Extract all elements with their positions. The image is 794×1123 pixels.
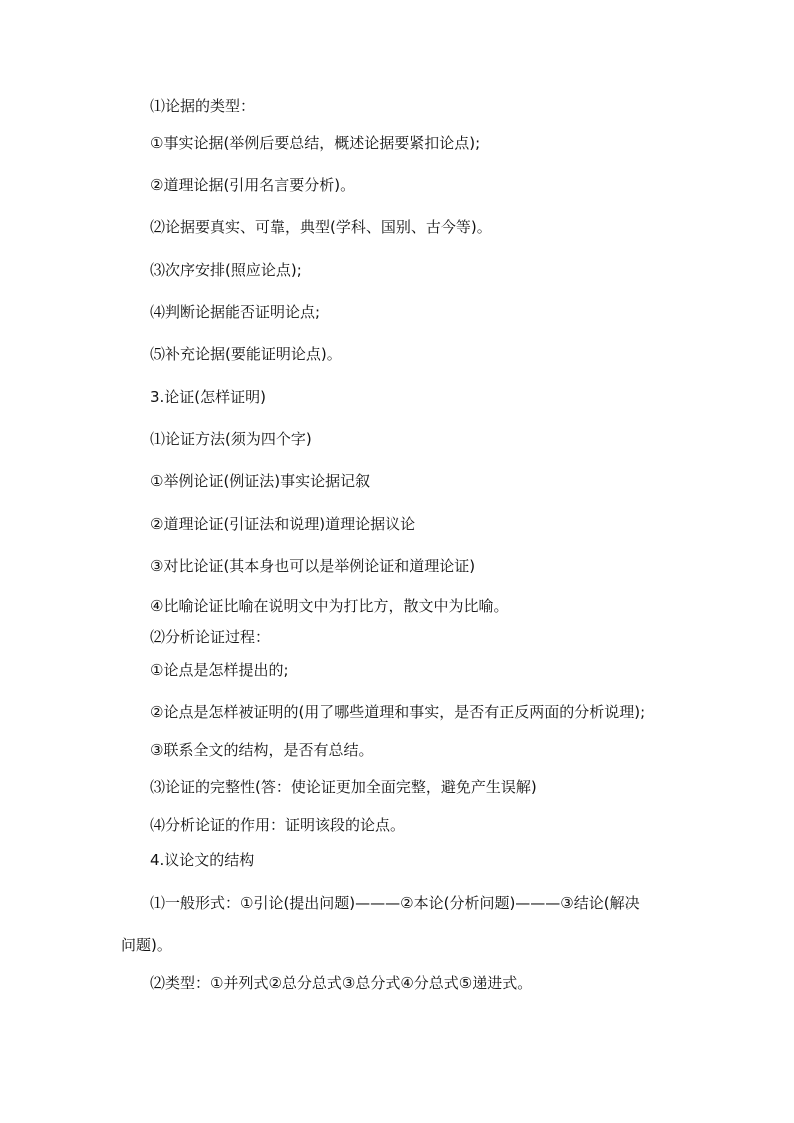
- text-line: ⑵分析论证过程：: [150, 628, 271, 646]
- text-line: ⑸补充论据(要能证明论点)。: [150, 345, 342, 363]
- text-line: ⑷判断论据能否证明论点;: [150, 303, 321, 321]
- text-line-continuation: 问题)。: [121, 936, 172, 954]
- text-line: ①举例论证(例证法)事实论据记叙: [150, 472, 371, 490]
- text-line: ⑷分析论证的作用：证明该段的论点。: [150, 816, 406, 834]
- text-line: ⑵类型：①并列式②总分总式③总分式④分总式⑤递进式。: [150, 974, 533, 992]
- text-line: ②道理论证(引证法和说理)道理论据议论: [150, 515, 416, 533]
- text-line: ⑵论据要真实、可靠，典型(学科、国别、古今等)。: [150, 218, 492, 236]
- text-line: ⑶次序安排(照应论点);: [150, 261, 302, 279]
- text-line: ⑴一般形式：①引论(提出问题)———②本论(分析问题)———③结论(解决: [150, 894, 640, 912]
- text-line: ⑶论证的完整性(答：使论证更加全面完整，避免产生误解): [150, 778, 537, 796]
- text-line: ①论点是怎样提出的;: [150, 661, 289, 679]
- text-line: ③对比论证(其本身也可以是举例论证和道理论证): [150, 557, 476, 575]
- text-line: ⑴论证方法(须为四个字): [150, 430, 312, 448]
- text-line: ④比喻论证比喻在说明文中为打比方，散文中为比喻。: [150, 597, 509, 615]
- text-line: ②道理论据(引用名言要分析)。: [150, 176, 356, 194]
- text-line: ②论点是怎样被证明的(用了哪些道理和事实，是否有正反两面的分析说理);: [150, 703, 646, 721]
- section-heading: 3.论证(怎样证明): [150, 388, 267, 406]
- text-line: ③联系全文的结构，是否有总结。: [150, 741, 374, 759]
- text-line: ⑴论据的类型：: [150, 97, 256, 115]
- text-line: ①事实论据(举例后要总结，概述论据要紧扣论点);: [150, 134, 481, 152]
- section-heading: 4.议论文的结构: [150, 851, 255, 869]
